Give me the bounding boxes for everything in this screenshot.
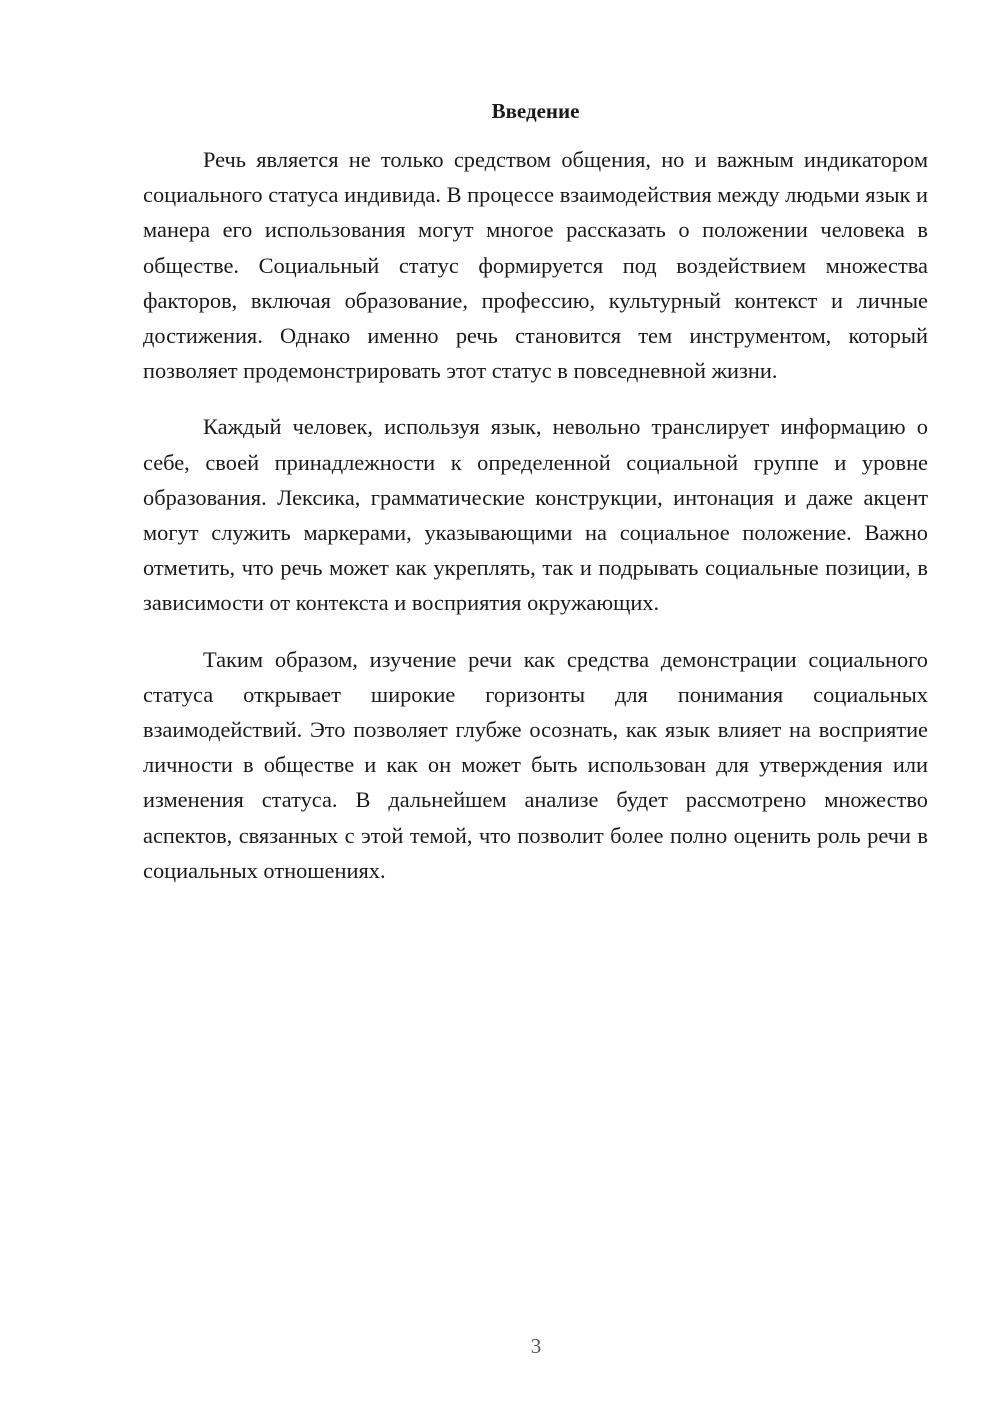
page-number: 3 [530,1334,542,1358]
paragraph-2: Каждый человек, используя язык, невольно транслирует информацию о себе, своей принадлежности к определенной социальной группе и уровне образования. Лексика, грамматические конструкции, интонация и даже акцент могут служить маркерами, указывающими на социальное положение. Важно отметить, что речь может как укреплять, так и подрывать социальные позиции, в зависимости от контекста и восприятия окружающих. [143,414,928,616]
paragraph-1: Речь является не только средством общения, но и важным индикатором социального статуса индивида. В процессе взаимодействия между людьми язык и манера его использования могут многое рассказать о положении человека в обществе. Социальный статус формируется под воздействием множества факторов, включая образование, профессию, культурный контекст и личные достижения. Однако именно речь становится тем инструментом, который позволяет продемонстрировать этот статус в повседневной жизни. [143,147,928,384]
paragraph-3: Таким образом, изучение речи как средства демонстрации социального статуса открывает широкие горизонты для понимания социальных взаимодействий. Это позволяет глубже осознать, как язык влияет на восприятие личности в обществе и как он может быть использован для утверждения или изменения статуса. В дальнейшем анализе будет рассмотрено множество аспектов, связанных с этой темой, что позволит более полно оценить роль речи в социальных отношениях. [143,646,928,883]
page-content [143,96,928,888]
section-heading: Введение [491,99,580,123]
